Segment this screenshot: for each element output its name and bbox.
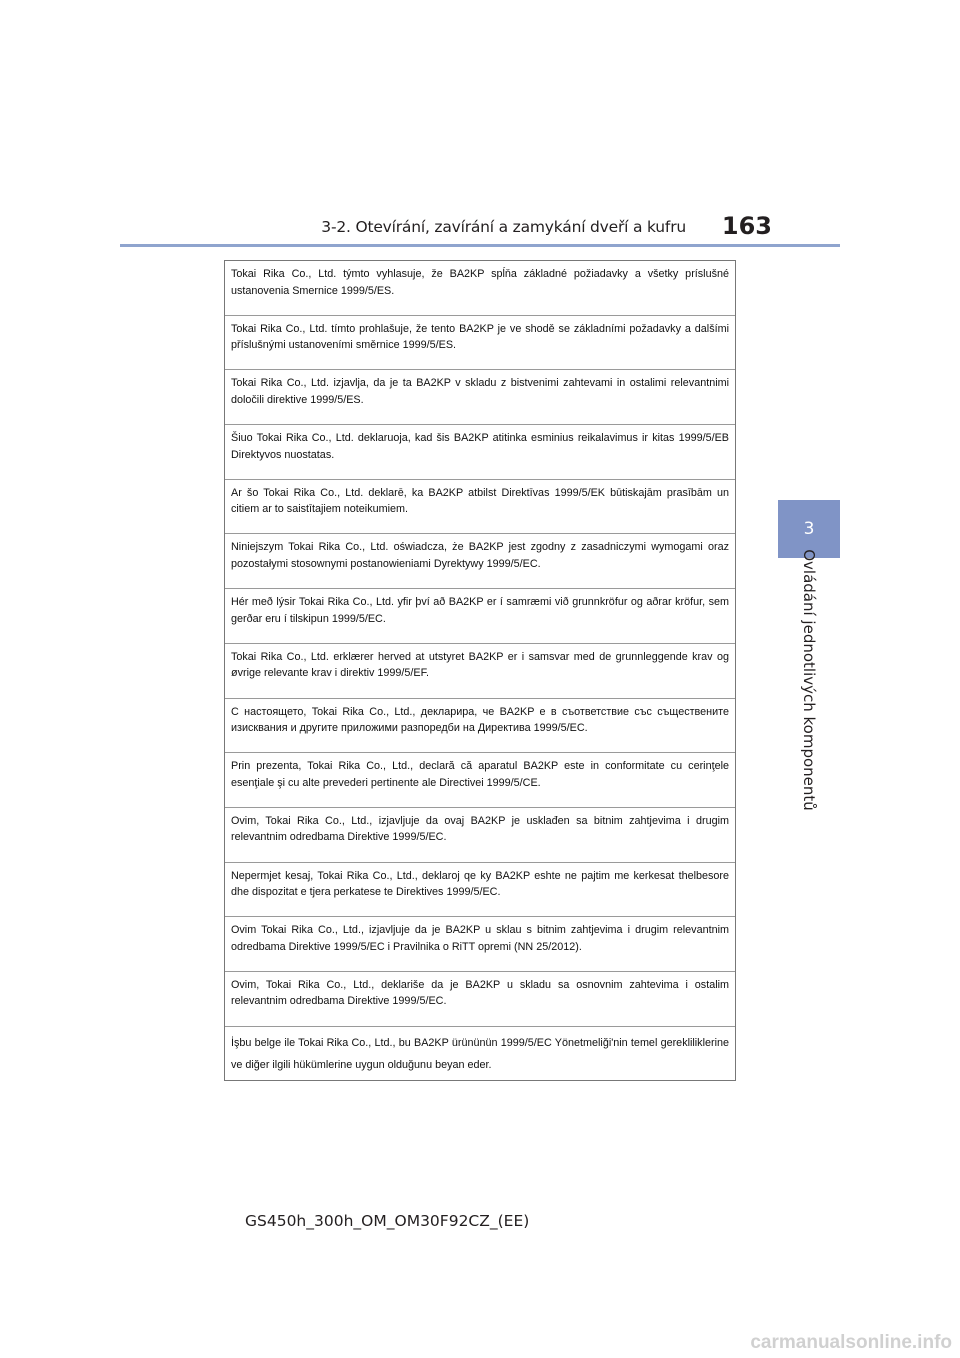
declaration-icelandic: Hér með lýsir Tokai Rika Co., Ltd. yfir því að BA2KP er í samræmi við grunnkröfur og aðrar kröfur, sem gerðar eru í tilskipun 1999/5/EC. (225, 589, 735, 644)
declaration-lithuanian: Šiuo Tokai Rika Co., Ltd. deklaruoja, kad šis BA2KP atitinka esminius reikalavimus ir kitas 1999/5/EB Direktyvos nuostatas. (225, 425, 735, 480)
page-number: 163 (721, 212, 772, 240)
document-code: GS450h_300h_OM_OM30F92CZ_(EE) (245, 1212, 530, 1230)
declaration-bulgarian: С настоящето, Tokai Rika Co., Ltd., декларира, че BA2KP е в съответствие със съществените изисквания и другите приложими разпоредби на Директива 1999/5/ЕС. (225, 699, 735, 754)
declaration-norwegian: Tokai Rika Co., Ltd. erklærer herved at utstyret BA2KP er i samsvar med de grunnleggende krav og øvrige relevante krav i direktiv 1999/5/EF. (225, 644, 735, 699)
declaration-serbian: Ovim, Tokai Rika Co., Ltd., deklariše da je BA2KP u skladu sa osnovnim zahtevima i ostalim relevantnim odredbama Direktive 1999/5/EC. (225, 972, 735, 1027)
declaration-slovenian: Tokai Rika Co., Ltd. izjavlja, da je ta BA2KP v skladu z bistvenimi zahtevami in ostalimi relevantnimi določili direktive 1999/5/ES. (225, 370, 735, 425)
declaration-table (224, 260, 736, 1081)
declaration-romanian: Prin prezenta, Tokai Rika Co., Ltd., declară că aparatul BA2KP este in conformitate cu cerinţele esenţiale şi cu alte prevederi pertinente ale Directivei 1999/5/CE. (225, 753, 735, 808)
header-divider (120, 244, 840, 247)
page-header (120, 214, 772, 244)
declaration-croatian: Ovim, Tokai Rika Co., Ltd., izjavljuje da ovaj BA2KP je usklađen sa bitnim zahtjevima i drugim relevantnim odredbama Direktive 1999/5/EC. (225, 808, 735, 863)
declaration-latvian: Ar šo Tokai Rika Co., Ltd. deklarē, ka BA2KP atbilst Direktīvas 1999/5/EK būtiskajām prasībām un citiem ar to saistītajiem noteikumiem. (225, 480, 735, 535)
section-title: 3-2. Otevírání, zavírání a zamykání dveří a kufru (321, 218, 686, 236)
declaration-albanian: Nepermjet kesaj, Tokai Rika Co., Ltd., deklaroj qe ky BA2KP eshte ne pajtim me kerkesat thelbesore dhe dispozitat e tjera perkatese te Direktives 1999/5/EC. (225, 863, 735, 918)
watermark: carmanualsonline.info (750, 1332, 952, 1353)
chapter-tab: 3 (778, 500, 840, 558)
declaration-czech: Tokai Rika Co., Ltd. tímto prohlašuje, že tento BA2KP je ve shodě se základními požadavky a dalšími příslušnými ustanoveními směrnice 1999/5/ES. (225, 316, 735, 371)
declaration-polish: Niniejszym Tokai Rika Co., Ltd. oświadcza, że BA2KP jest zgodny z zasadniczymi wymogami oraz pozostałymi stosownymi postanowieniami Dyrektywy 1999/5/EC. (225, 534, 735, 589)
declaration-slovak: Tokai Rika Co., Ltd. týmto vyhlasuje, že BA2KP spĺňa základné požiadavky a všetky príslušné ustanovenia Smernice 1999/5/ES. (225, 261, 735, 316)
declaration-croatian-ritt: Ovim Tokai Rika Co., Ltd., izjavljuje da je BA2KP u sklau s bitnim zahtjevima i drugim relevantnim odredbama Direktive 1999/5/EC i Pravilnika o RiTT opremi (NN 25/2012). (225, 917, 735, 972)
declaration-turkish: İşbu belge ile Tokai Rika Co., Ltd., bu BA2KP ürününün 1999/5/EC Yönetmeliği'nin temel gerekliliklerine ve diğer ilgili hükümlerine uygun olduğunu beyan eder. (231, 1036, 729, 1071)
chapter-title: Ovládání jednotlivých komponentů (800, 549, 818, 811)
